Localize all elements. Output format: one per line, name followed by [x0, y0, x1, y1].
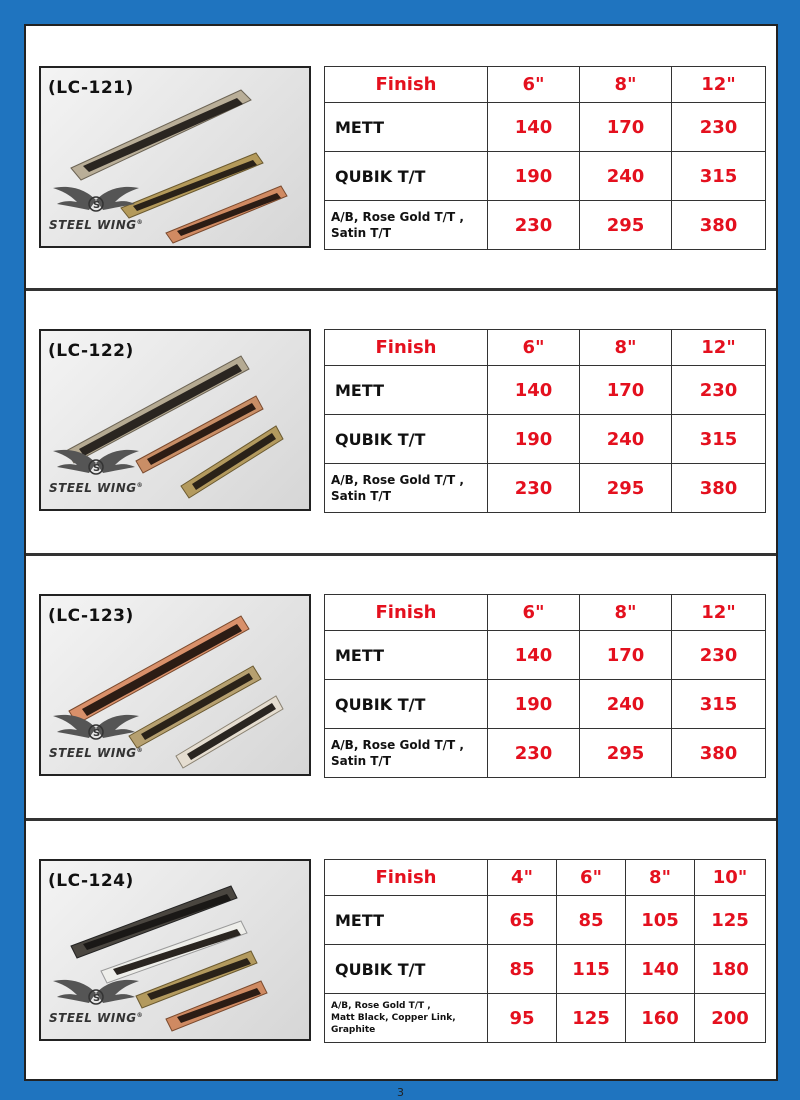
- price-cell: 380: [672, 201, 766, 250]
- price-cell: 295: [580, 464, 672, 513]
- finish-name: METT: [325, 366, 488, 415]
- header-size: 6": [557, 860, 626, 896]
- price-cell: 115: [557, 945, 626, 994]
- price-cell: 230: [672, 366, 766, 415]
- product-code: (LC-124): [48, 871, 134, 891]
- price-cell: 65: [488, 896, 557, 945]
- header-size: 8": [580, 67, 672, 103]
- header-finish: Finish: [325, 860, 488, 896]
- price-table: [324, 859, 766, 1043]
- price-table: [324, 329, 766, 513]
- price-cell: 170: [580, 366, 672, 415]
- header-size: 10": [695, 860, 766, 896]
- finish-name: A/B, Rose Gold T/T , Satin T/T: [325, 729, 488, 778]
- header-finish: Finish: [325, 67, 488, 103]
- brand-logo-icon: [51, 180, 141, 220]
- price-cell: 240: [580, 680, 672, 729]
- header-size: 6": [488, 595, 580, 631]
- finish-name: QUBIK T/T: [325, 415, 488, 464]
- price-cell: 230: [488, 729, 580, 778]
- finish-name: A/B, Rose Gold T/T , Matt Black, Copper Link, Graphite: [325, 994, 488, 1043]
- header-size: 6": [488, 67, 580, 103]
- finish-name: A/B, Rose Gold T/T , Satin T/T: [325, 464, 488, 513]
- price-cell: 125: [557, 994, 626, 1043]
- price-table: [324, 594, 766, 778]
- price-cell: 140: [626, 945, 695, 994]
- product-section-lc-123: [26, 556, 776, 818]
- product-section-lc-121: [26, 26, 776, 288]
- brand-name: STEEL WING®: [49, 481, 144, 495]
- product-code: (LC-122): [48, 341, 134, 361]
- header-size: 8": [626, 860, 695, 896]
- price-cell: 380: [672, 464, 766, 513]
- finish-name: A/B, Rose Gold T/T , Satin T/T: [325, 201, 488, 250]
- price-cell: 230: [488, 464, 580, 513]
- catalog-page: [24, 24, 778, 1081]
- price-cell: 85: [488, 945, 557, 994]
- price-cell: 295: [580, 201, 672, 250]
- page-number: 3: [397, 1086, 404, 1099]
- brand-logo-icon: [51, 708, 141, 748]
- finish-name: QUBIK T/T: [325, 680, 488, 729]
- price-cell: 170: [580, 103, 672, 152]
- header-size: 12": [672, 330, 766, 366]
- product-photo: [39, 66, 311, 248]
- finish-name: QUBIK T/T: [325, 152, 488, 201]
- price-cell: 190: [488, 152, 580, 201]
- price-cell: 315: [672, 680, 766, 729]
- brand-name: STEEL WING®: [49, 218, 144, 232]
- product-photo: [39, 329, 311, 511]
- price-cell: 240: [580, 415, 672, 464]
- svg-text:S: S: [93, 993, 101, 1004]
- header-size: 12": [672, 67, 766, 103]
- finish-name: METT: [325, 631, 488, 680]
- price-cell: 105: [626, 896, 695, 945]
- brand-logo-icon: [51, 973, 141, 1013]
- svg-text:S: S: [93, 463, 101, 474]
- price-cell: 160: [626, 994, 695, 1043]
- price-cell: 190: [488, 415, 580, 464]
- price-cell: 170: [580, 631, 672, 680]
- product-photo: [39, 594, 311, 776]
- product-photo: [39, 859, 311, 1041]
- price-cell: 125: [695, 896, 766, 945]
- product-code: (LC-123): [48, 606, 134, 626]
- brand-name: STEEL WING®: [49, 1011, 144, 1025]
- svg-text:S: S: [93, 200, 101, 211]
- price-cell: 315: [672, 415, 766, 464]
- price-table: [324, 66, 766, 250]
- price-cell: 315: [672, 152, 766, 201]
- price-cell: 190: [488, 680, 580, 729]
- product-code: (LC-121): [48, 78, 134, 98]
- price-cell: 140: [488, 631, 580, 680]
- price-cell: 180: [695, 945, 766, 994]
- price-cell: 240: [580, 152, 672, 201]
- finish-name: METT: [325, 896, 488, 945]
- price-cell: 140: [488, 366, 580, 415]
- finish-name: METT: [325, 103, 488, 152]
- header-size: 8": [580, 595, 672, 631]
- header-finish: Finish: [325, 330, 488, 366]
- price-cell: 230: [672, 631, 766, 680]
- header-finish: Finish: [325, 595, 488, 631]
- price-cell: 295: [580, 729, 672, 778]
- price-cell: 380: [672, 729, 766, 778]
- svg-text:S: S: [93, 728, 101, 739]
- price-cell: 230: [672, 103, 766, 152]
- header-size: 6": [488, 330, 580, 366]
- header-size: 8": [580, 330, 672, 366]
- brand-name: STEEL WING®: [49, 746, 144, 760]
- price-cell: 95: [488, 994, 557, 1043]
- product-section-lc-122: [26, 291, 776, 553]
- price-cell: 140: [488, 103, 580, 152]
- price-cell: 200: [695, 994, 766, 1043]
- header-size: 4": [488, 860, 557, 896]
- price-cell: 85: [557, 896, 626, 945]
- product-section-lc-124: [26, 821, 776, 1083]
- price-cell: 230: [488, 201, 580, 250]
- header-size: 12": [672, 595, 766, 631]
- finish-name: QUBIK T/T: [325, 945, 488, 994]
- brand-logo-icon: [51, 443, 141, 483]
